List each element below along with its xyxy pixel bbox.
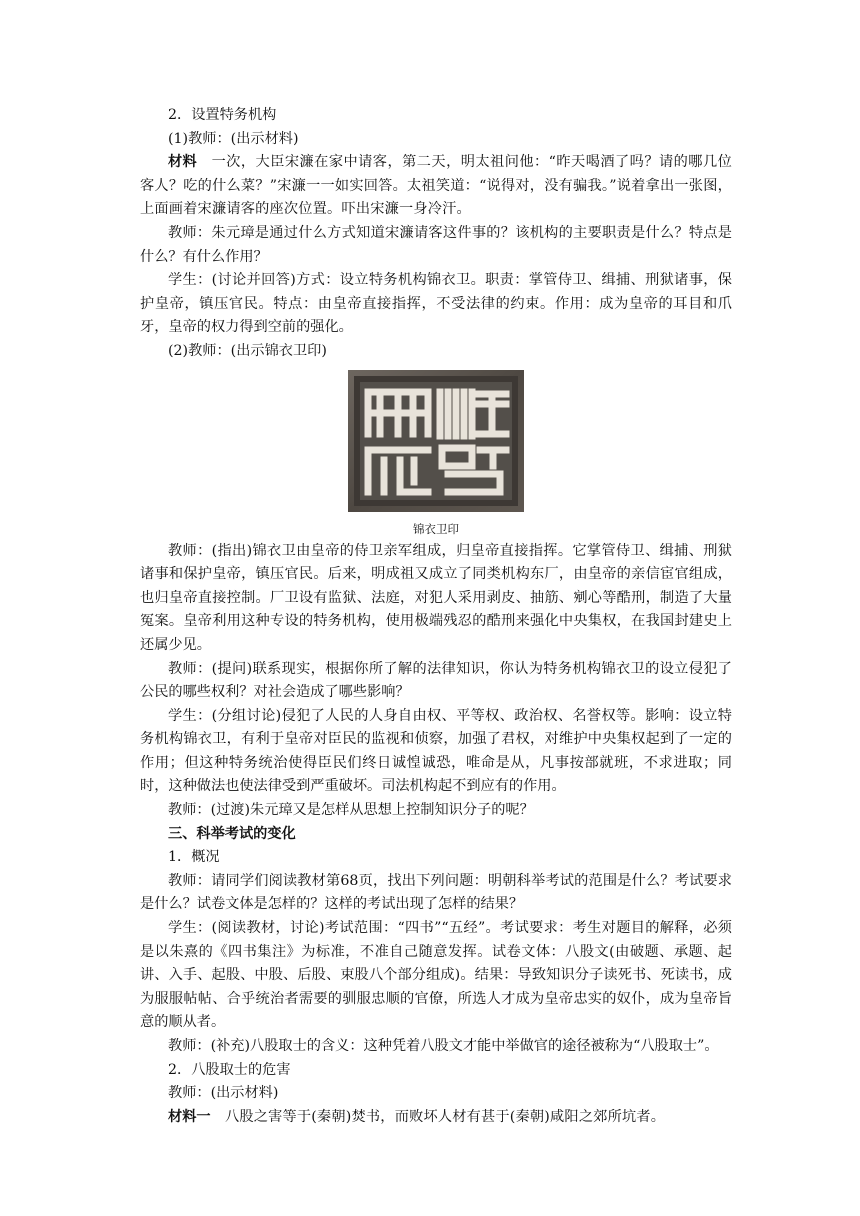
paragraph: 学生：(阅读教材，讨论)考试范围：“四书”“五经”。考试要求：考生对题目的解释，必须是以朱熹的《四书集注》为标准，不准自己随意发挥。试卷文体：八股文(由破题、承题、起讲、入手、起股、中股、后股、束股八个部分组成)。结果：导致知识分子读死书、死读书，成为服服帖帖、合乎统治者需要的驯服忠顺的官僚，所选人才成为皇帝忠实的奴仆，成为皇帝旨意的顺从者。: [140, 920, 732, 1031]
paragraph: 教师：(过渡)朱元璋又是怎样从思想上控制知识分子的呢？: [168, 802, 534, 819]
seal-image-icon: [348, 370, 524, 512]
paragraph: 教师：(提问)联系现实，根据你所了解的法律知识，你认为特务机构锦衣卫的设立侵犯了公民的哪些权利？对社会造成了哪些影响？: [140, 660, 732, 701]
paragraph: 教师：请同学们阅读教材第68页，找出下列问题：明朝科举考试的范围是什么？考试要求是什么？试卷文体是怎样的？这样的考试出现了怎样的结果？: [140, 872, 732, 913]
paragraph: 教师：朱元璋是通过什么方式知道宋濂请客这件事的？该机构的主要职责是什么？特点是什么？有什么作用？: [140, 224, 732, 265]
figure-caption: 锦衣卫印: [413, 521, 459, 536]
material-paragraph: [140, 151, 732, 222]
subheading: 2．八股取士的危害: [168, 1061, 291, 1078]
material-lead: 材料一: [168, 1108, 211, 1125]
paragraph: 学生：(分组讨论)侵犯了人民的人身自由权、平等权、政治权、名誉权等。影响：设立特务机构锦衣卫，有利于皇帝对臣民的监视和侦察，加强了君权，对维护中央集权起到了一定的作用；但这种特务统治使得臣民们终日诚惶诚恐，唯命是从，凡事按部就班，不求进取；同时，这种做法也使法律受到严重破坏。司法机构起不到应有的作用。: [140, 707, 732, 795]
subheading: 1．概况: [168, 849, 220, 866]
material-text: 八股之害等于(秦朝)焚书，而败坏人材有甚于(秦朝)咸阳之郊所坑者。: [210, 1108, 666, 1125]
paragraph: 学生：(讨论并回答)方式：设立特务机构锦衣卫。职责：掌管侍卫、缉捕、刑狱诸事，保护皇帝，镇压官民。特点：由皇帝直接指挥，不受法律的约束。作用：成为皇帝的耳目和爪牙，皇帝的权力得到空前的强化。: [140, 272, 732, 336]
material-paragraph: [140, 1106, 732, 1130]
seal-figure: [140, 370, 732, 516]
paragraph: 教师：(补充)八股取士的含义：这种凭着八股文才能中举做官的途径被称为“八股取士”。: [168, 1038, 719, 1054]
section-heading-2: 2．设置特务机构: [168, 107, 277, 123]
paragraph: 教师：(出示材料): [168, 1085, 279, 1102]
paragraph: 教师：(指出)锦衣卫由皇帝的侍卫亲军组成，归皇帝直接指挥。它掌管侍卫、缉捕、刑狱诸事和保护皇帝，镇压官民。后来，明成祖又成立了同类机构东厂，由皇帝的亲信宦官组成，也归皇帝直接控制。厂卫设有监狱、法庭，对犯人采用剥皮、抽筋、剜心等酷刑，制造了大量冤案。皇帝利用这种专设的特务机构，使用极端残忍的酷刑来强化中央集权，在我国封建史上还属少见。: [140, 542, 732, 653]
material-text: 一次，大臣宋濂在家中请客，第二天，明太祖问他：“昨天喝酒了吗？请的哪几位客人？吃的什么菜？”宋濂一一如实回答。太祖笑道：“说得对，没有骗我。”说着拿出一张图，上面画着宋濂请客的座次位置。吓出宋濂一身冷汗。: [140, 154, 732, 218]
paragraph: (1)教师：(出示材料): [168, 130, 299, 147]
paragraph: (2)教师：(出示锦衣卫印): [168, 342, 327, 359]
document-page: [140, 104, 732, 1129]
section-heading-3: 三、科举考试的变化: [168, 825, 296, 842]
material-lead: 材料: [168, 154, 197, 171]
